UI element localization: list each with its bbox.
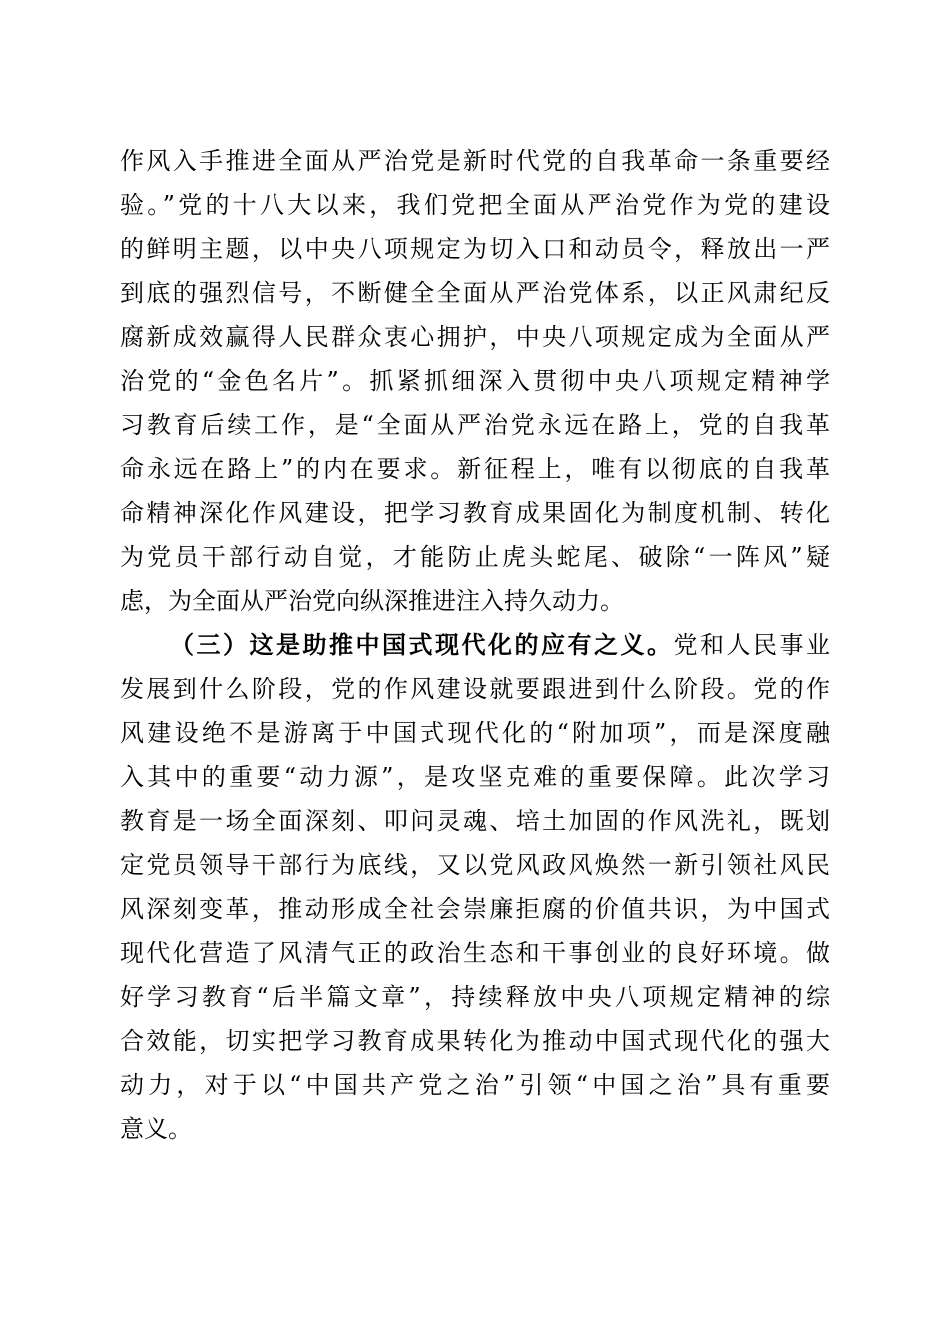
paragraph-line: 命精神深化作风建设，把学习教育成果固化为制度机制、转化	[120, 499, 830, 527]
paragraph-line: 作风入手推进全面从严治党是新时代党的自我革命一条重要经	[120, 147, 830, 175]
paragraph-line: 风深刻变革，推动形成全社会崇廉拒腐的价值共识，为中国式	[120, 895, 830, 923]
paragraph-line: 风建设绝不是游离于中国式现代化的“附加项”，而是深度融	[120, 719, 830, 747]
paragraph-line: 验。”党的十八大以来，我们党把全面从严治党作为党的建设	[120, 191, 830, 219]
paragraph-line: 为党员干部行动自觉，才能防止虎头蛇尾、破除“一阵风”疑	[120, 543, 830, 571]
section-heading: （三）这是助推中国式现代化的应有之义。	[170, 630, 674, 659]
paragraph-line: 定党员领导干部行为底线，又以党风政风焕然一新引领社风民	[120, 851, 830, 879]
paragraph-line: 治党的“金色名片”。抓紧抓细深入贯彻中央八项规定精神学	[120, 367, 830, 395]
paragraph-line: 腐新成效赢得人民群众衷心拥护，中央八项规定成为全面从严	[120, 323, 830, 351]
paragraph-line: 好学习教育“后半篇文章”，持续释放中央八项规定精神的综	[120, 983, 830, 1011]
paragraph-line: 意义。	[120, 1115, 192, 1143]
paragraph-line: 动力，对于以“中国共产党之治”引领“中国之治”具有重要	[120, 1071, 830, 1099]
paragraph-heading-line	[170, 623, 830, 667]
paragraph-line: 发展到什么阶段，党的作风建设就要跟进到什么阶段。党的作	[120, 675, 830, 703]
paragraph-line-rest: 党和人民事业	[673, 631, 830, 659]
paragraph-line: 虑，为全面从严治党向纵深推进注入持久动力。	[120, 587, 624, 615]
paragraph-line: 入其中的重要“动力源”，是攻坚克难的重要保障。此次学习	[120, 763, 830, 791]
paragraph-line: 习教育后续工作，是“全面从严治党永远在路上，党的自我革	[120, 411, 830, 439]
paragraph-line: 教育是一场全面深刻、叩问灵魂、培土加固的作风洗礼，既划	[120, 807, 830, 835]
paragraph-line: 合效能，切实把学习教育成果转化为推动中国式现代化的强大	[120, 1027, 830, 1055]
paragraph-line: 命永远在路上”的内在要求。新征程上，唯有以彻底的自我革	[120, 455, 830, 483]
paragraph-line: 现代化营造了风清气正的政治生态和干事创业的良好环境。做	[120, 939, 830, 967]
paragraph-line: 的鲜明主题，以中央八项规定为切入口和动员令，释放出一严	[120, 235, 830, 263]
paragraph-line: 到底的强烈信号，不断健全全面从严治党体系，以正风肃纪反	[120, 279, 830, 307]
